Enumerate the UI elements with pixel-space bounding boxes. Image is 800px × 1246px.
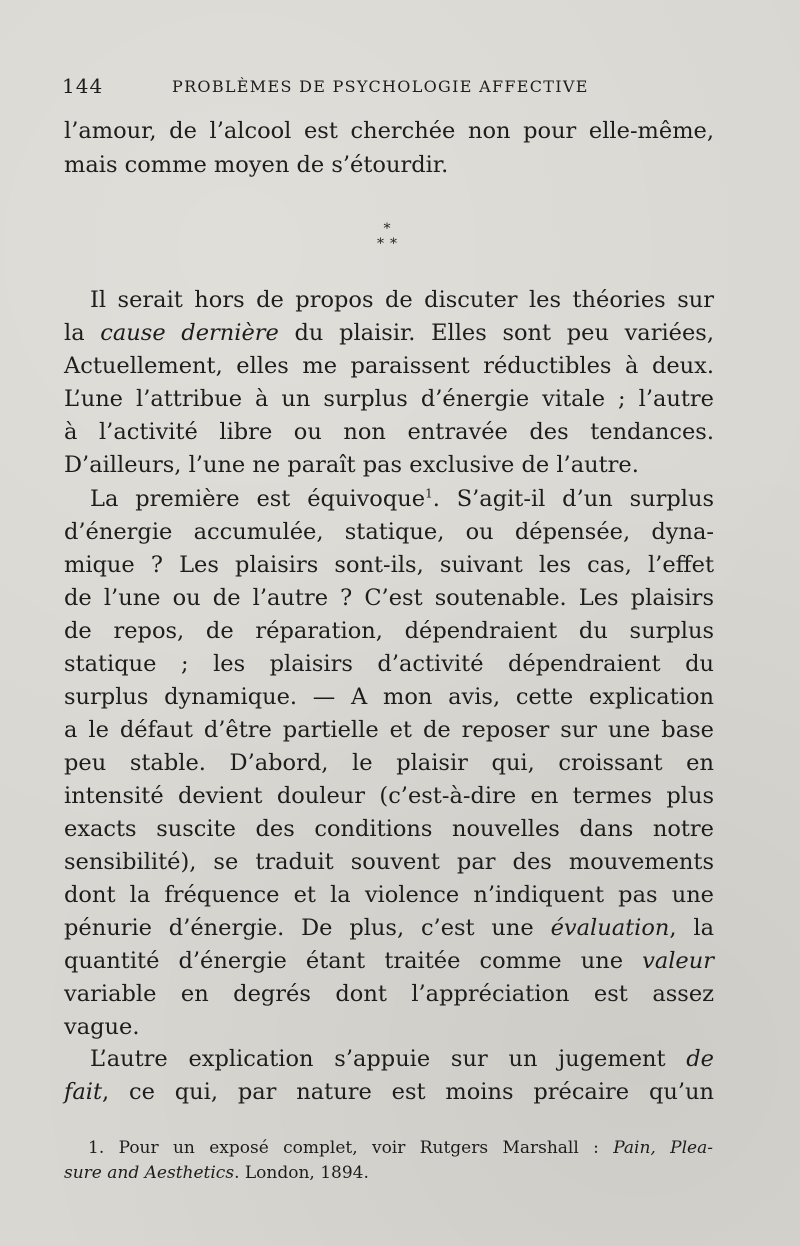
page-number: 144 bbox=[62, 74, 104, 98]
separator-star-bottom: ** bbox=[377, 236, 403, 252]
italic-phrase: cause dernière bbox=[100, 320, 279, 346]
text-line: à l’activité libre ou non entravée des tendances. bbox=[64, 419, 714, 445]
text-line: pénurie d’énergie. De plus, c’est une évaluation, la bbox=[64, 915, 715, 941]
text-line: peu stable. D’abord, le plaisir qui, croissant en bbox=[64, 750, 714, 776]
text-line: de l’une ou de l’autre ? C’est soutenable. Les plaisirs bbox=[64, 585, 714, 611]
running-title: PROBLÈMES DE PSYCHOLOGIE AFFECTIVE bbox=[172, 77, 589, 96]
text-line: surplus dynamique. — A mon avis, cette explication bbox=[64, 684, 714, 710]
text-line: Actuellement, elles me paraissent réductibles à deux. bbox=[64, 353, 714, 379]
text-line: d’énergie accumulée, statique, ou dépensée, dyna- bbox=[64, 519, 714, 545]
section-separator bbox=[362, 222, 412, 262]
footnote-title: Pain, Plea- bbox=[613, 1138, 713, 1158]
text-line: Il serait hors de propos de discuter les théories sur bbox=[90, 287, 714, 313]
italic-phrase: valeur bbox=[642, 948, 714, 974]
text-line: dont la fréquence et la violence n’indiquent pas une bbox=[64, 882, 714, 908]
text-line: exacts suscite des conditions nouvelles dans notre bbox=[64, 816, 714, 842]
text-line: sensibilité), se traduit souvent par des mouvements bbox=[64, 849, 714, 875]
italic-phrase: fait bbox=[64, 1079, 102, 1105]
text-line: La première est équivoque$^1$. S’agit-il d’un surplus bbox=[90, 486, 714, 512]
text-line: mais comme moyen de s’étourdir. bbox=[64, 152, 449, 178]
text-line: la cause dernière du plaisir. Elles sont peu variées, bbox=[64, 320, 714, 346]
footnote-line: sure and Aesthetics. London, 1894. bbox=[64, 1163, 369, 1183]
text-line: fait, ce qui, par nature est moins précaire qu’un bbox=[64, 1079, 714, 1105]
text-line: L’une l’attribue à un surplus d’énergie vitale ; l’autre bbox=[64, 386, 714, 412]
text-line: variable en degrés dont l’appréciation est assez bbox=[64, 981, 714, 1007]
footnote-title: sure and Aesthetics bbox=[64, 1163, 235, 1183]
italic-phrase: évaluation bbox=[550, 915, 670, 941]
footnote-marker: 1 bbox=[425, 486, 433, 501]
text-line: vague. bbox=[64, 1014, 140, 1040]
text-line: intensité devient douleur (c’est-à-dire en termes plus bbox=[64, 783, 714, 809]
separator-star-top: * bbox=[383, 221, 391, 237]
text-line: quantité d’énergie étant traitée comme une valeur bbox=[64, 948, 714, 974]
text-line: L’autre explication s’appuie sur un jugement de bbox=[90, 1046, 714, 1072]
text-line: D’ailleurs, l’une ne paraît pas exclusive de l’autre. bbox=[64, 452, 639, 478]
text-line: l’amour, de l’alcool est cherchée non pour elle-même, bbox=[64, 118, 714, 144]
text-line: statique ; les plaisirs d’activité dépendraient du bbox=[64, 651, 714, 677]
text-line: de repos, de réparation, dépendraient du surplus bbox=[64, 618, 714, 644]
text-line: a le défaut d’être partielle et de reposer sur une base bbox=[64, 717, 714, 743]
footnote: 1. Pour un exposé complet, voir Rutgers Marshall : Pain, Plea- bbox=[88, 1138, 713, 1158]
text-line: mique ? Les plaisirs sont-ils, suivant les cas, l’effet bbox=[64, 552, 714, 578]
page-header bbox=[62, 74, 622, 102]
italic-phrase: de bbox=[686, 1046, 714, 1072]
